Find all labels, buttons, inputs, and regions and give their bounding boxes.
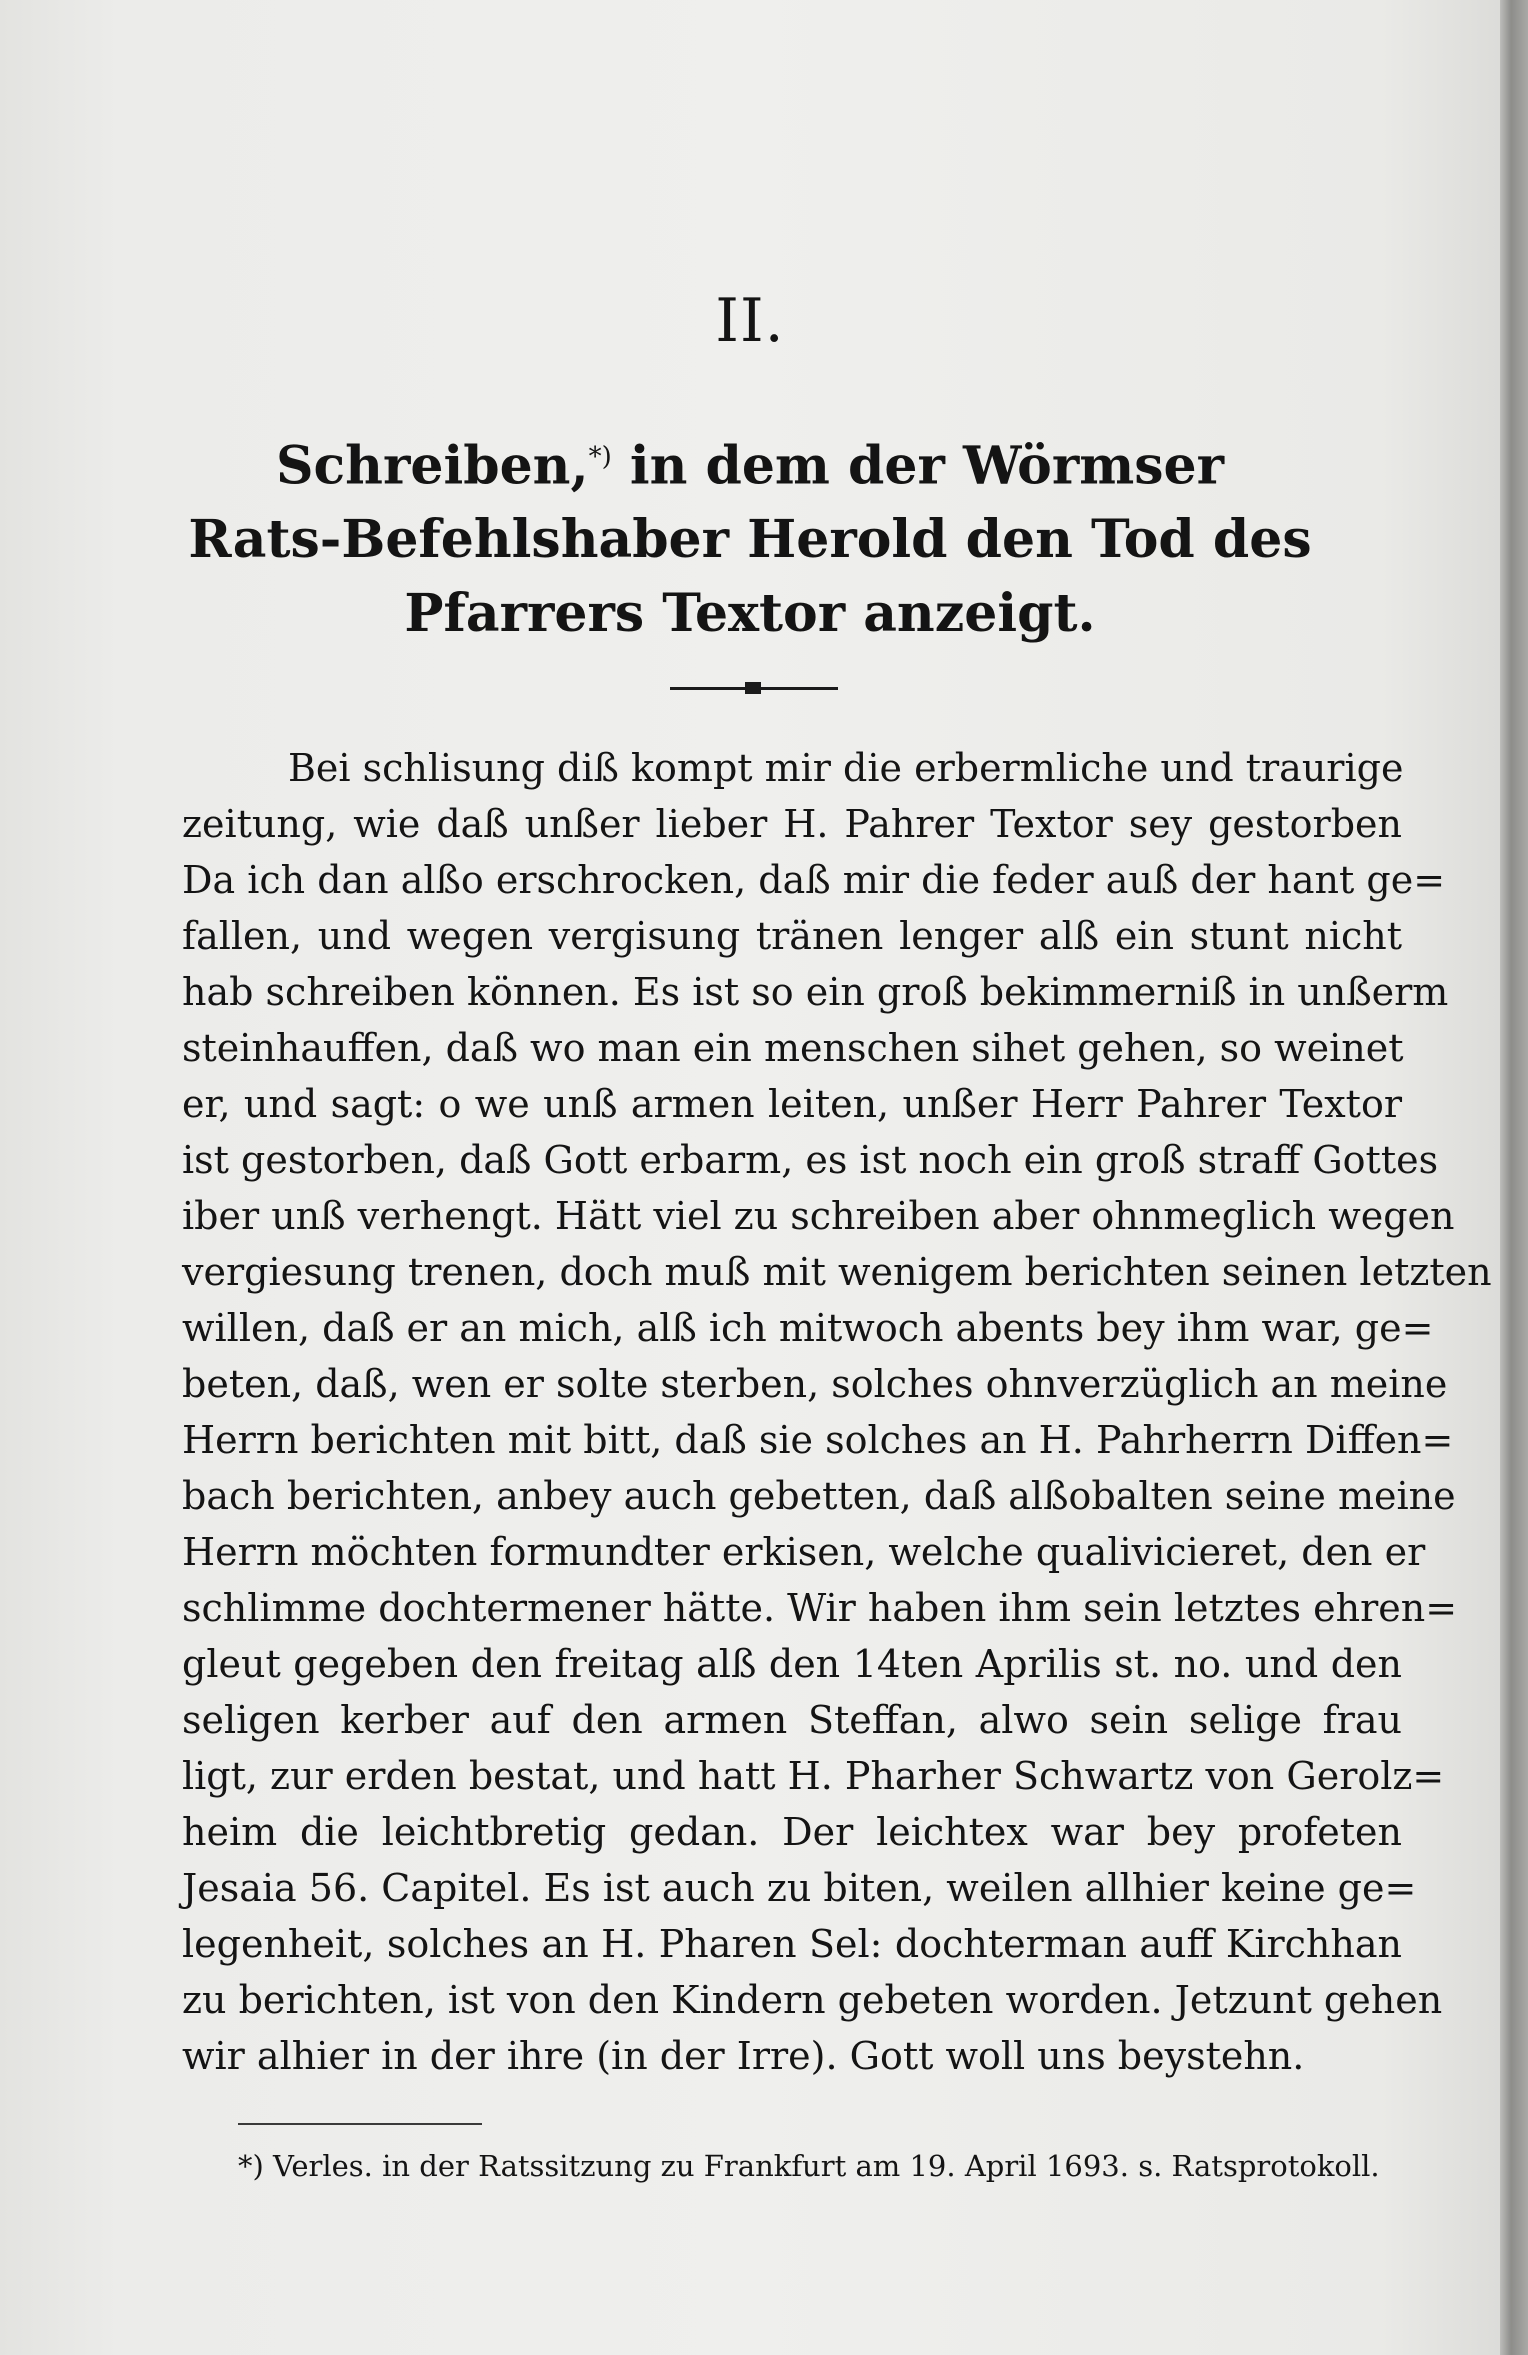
body-line: Herrn berichten mit bitt, daß sie solches an H. Pahrherrn Diffen= [182,1418,1454,1462]
title-line-3: Pfarrers Textor anzeigt. [404,583,1096,645]
section-number: II. [715,286,785,356]
title-line-1-part-1: Schreiben, [275,435,589,497]
body-line: ist gestorben, daß Gott erbarm, es ist noch ein groß straff Gottes [182,1138,1439,1182]
divider-ornament [745,682,761,694]
title-line-1-part-2: in dem der Wörmser [629,435,1225,497]
page-edge-shadow [1500,0,1528,2355]
body-line: hab schreiben können. Es ist so ein groß bekimmerniß in unßerm [182,970,1449,1014]
body-line: zeitung, wie daß unßer lieber H. Pahrer Textor sey gestorben [182,802,1402,846]
footnote-marker: *) [588,442,612,472]
title-line-2: Rats-Befehlshaber Herold den Tod des [188,509,1312,571]
letter-body [182,740,1492,2084]
body-line: fallen, und wegen vergisung tränen lenger alß ein stunt nicht [182,914,1402,958]
body-line: zu berichten, ist von den Kindern gebeten worden. Jetzunt gehen [182,1978,1443,2022]
body-line: Herrn möchten formundter erkisen, welche qualivicieret, den er [182,1530,1426,1574]
body-line: iber unß verhengt. Hätt viel zu schreiben aber ohnmeglich wegen [182,1194,1455,1238]
body-line: ligt, zur erden bestat, und hatt H. Pharher Schwartz von Gerolz= [182,1754,1445,1798]
chapter-title [130,420,1370,651]
body-line: steinhauffen, daß wo man ein menschen sihet gehen, so weinet [182,1026,1404,1070]
footnote-rule [238,2123,482,2125]
body-line: heim die leichtbretig gedan. Der leichtex war bey profeten [182,1810,1402,1854]
body-line: vergiesung trenen, doch muß mit wenigem berichten seinen letzten [182,1250,1492,1294]
footnote: *) Verles. in der Ratssitzung zu Frankfurt am 19. April 1693. s. Ratsprotokoll. [238,2149,1380,2183]
body-line: beten, daß, wen er solte sterben, solches ohnverzüglich an meine [182,1362,1448,1406]
body-line: bach berichten, anbey auch gebetten, daß alßobalten seine meine [182,1474,1456,1518]
body-line: Bei schlisung diß kompt mir die erbermliche und traurige [288,746,1404,790]
body-line: gleut gegeben den freitag alß den 14ten Aprilis st. no. und den [182,1642,1402,1686]
body-line: wir alhier in der ihre (in der Irre). Gott woll uns beystehn. [182,2034,1305,2078]
title-line-1 [130,420,1370,503]
body-line: willen, daß er an mich, alß ich mitwoch abents bey ihm war, ge= [182,1306,1434,1350]
body-line: Jesaia 56. Capitel. Es ist auch zu biten, weilen allhier keine ge= [182,1866,1417,1910]
body-line: seligen kerber auf den armen Steffan, alwo sein selige frau [182,1698,1402,1742]
body-line: legenheit, solches an H. Pharen Sel: dochterman auff Kirchhan [182,1922,1402,1966]
body-line: Da ich dan alßo erschrocken, daß mir die feder auß der hant ge= [182,858,1446,902]
body-line: er, und sagt: o we unß armen leiten, unßer Herr Pahrer Textor [182,1082,1402,1126]
body-line: schlimme dochtermener hätte. Wir haben ihm sein letztes ehren= [182,1586,1458,1630]
